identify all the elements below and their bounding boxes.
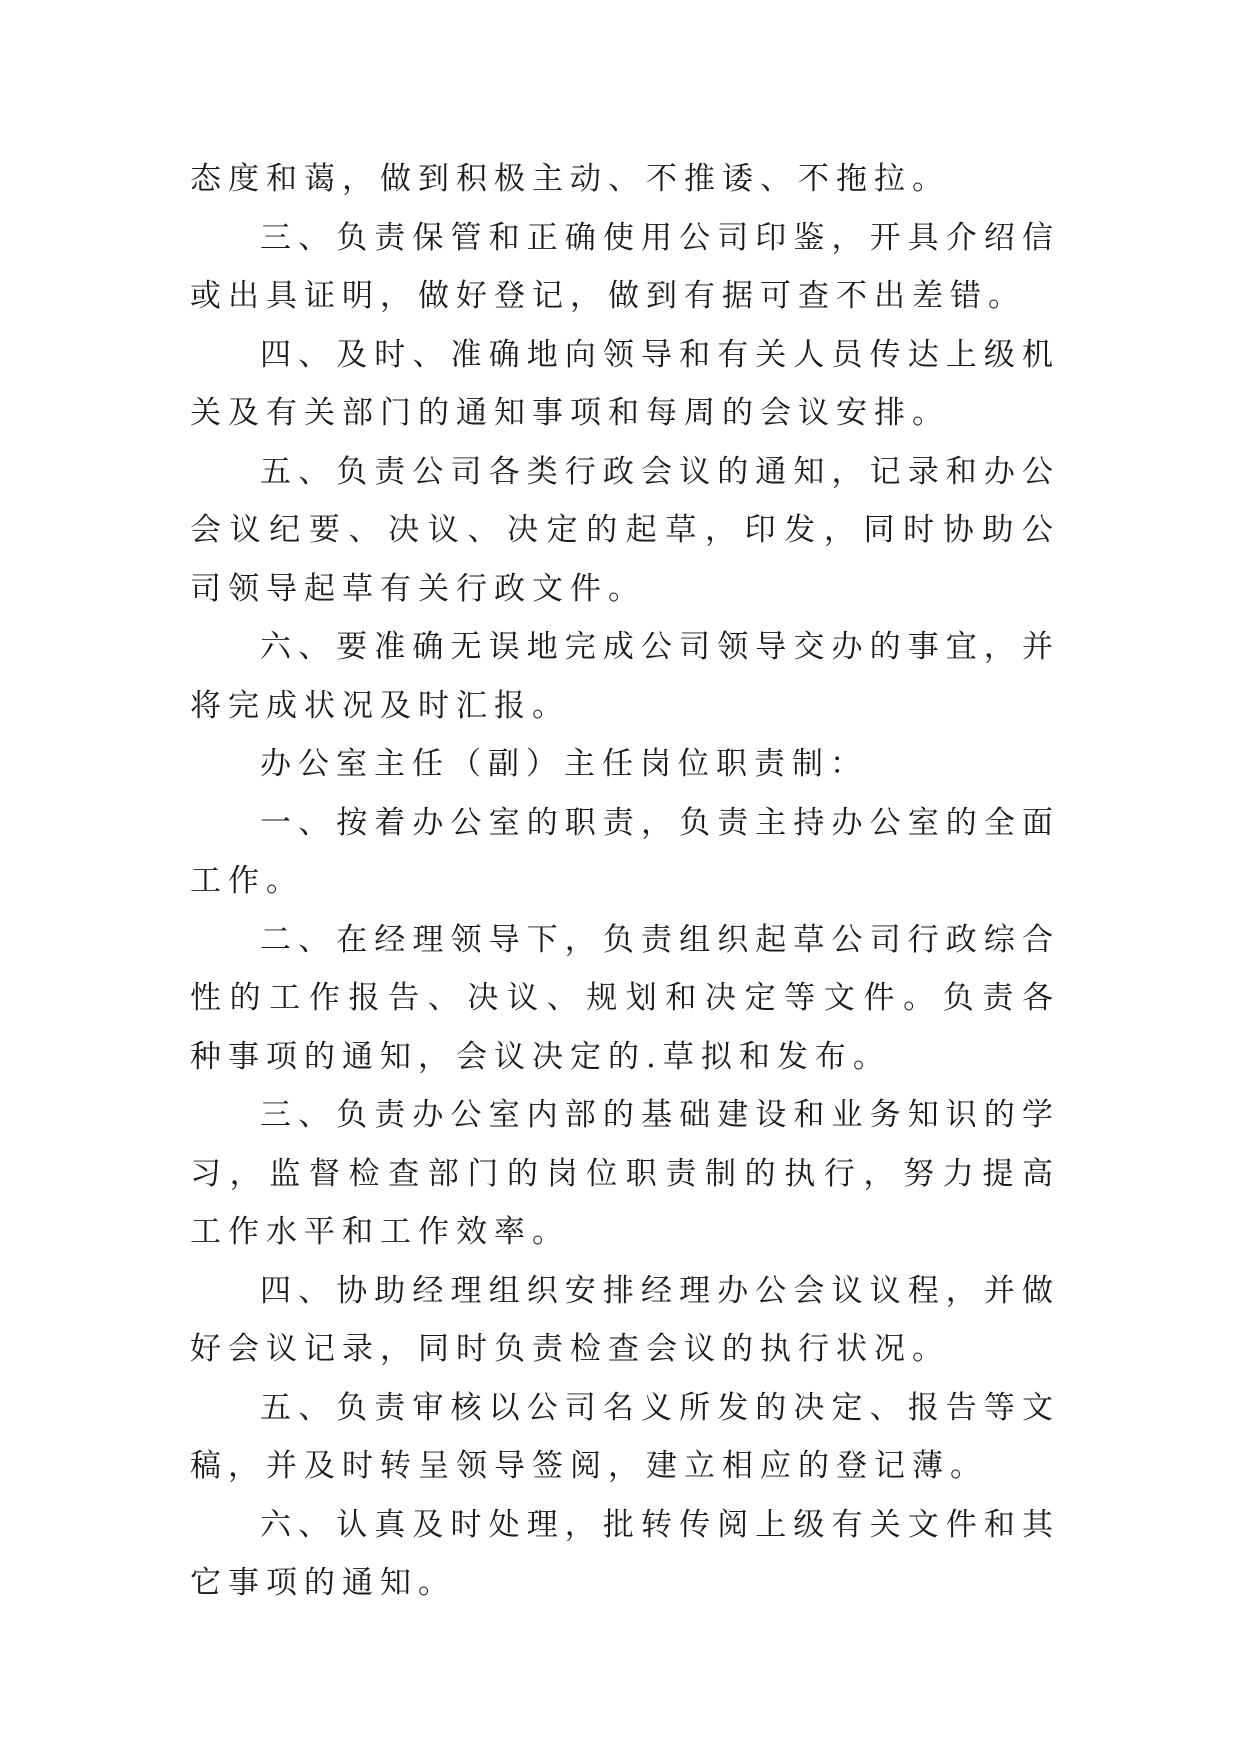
paragraph-director-duty-2: 二、在经理领导下，负责组织起草公司行政综合性的工作报告、决议、规划和决定等文件。负责各种事项的通知，会议决定的.草拟和发布。 (190, 921, 1060, 1075)
paragraph-director-duty-4: 四、协助经理组织安排经理办公会议议程，并做好会议记录，同时负责检查会议的执行状况。 (190, 1272, 1060, 1367)
section-heading-director: 办公室主任（副）主任岗位职责制： (260, 746, 868, 782)
paragraph-duty-4: 四、及时、准确地向领导和有关人员传达上级机关及有关部门的通知事项和每周的会议安排。 (190, 336, 1060, 431)
paragraph-director-duty-1: 一、按着办公室的职责，负责主持办公室的全面工作。 (190, 804, 1060, 899)
paragraph-director-duty-6: 六、认真及时处理，批转传阅上级有关文件和其它事项的通知。 (190, 1506, 1060, 1601)
paragraph-duty-3: 三、负责保管和正确使用公司印鉴，开具介绍信或出具证明，做好登记，做到有据可查不出差错。 (190, 219, 1060, 314)
paragraph-duty-6: 六、要准确无误地完成公司领导交办的事宜，并将完成状况及时汇报。 (190, 629, 1060, 724)
paragraph-duty-5: 五、负责公司各类行政会议的通知，记录和办公会议纪要、决议、决定的起草，印发，同时协助公司领导起草有关行政文件。 (190, 453, 1060, 607)
document-page (190, 150, 1060, 1613)
paragraph-director-duty-5: 五、负责审核以公司名义所发的决定、报告等文稿，并及时转呈领导签阅，建立相应的登记薄。 (190, 1389, 1060, 1484)
paragraph-director-duty-3: 三、负责办公室内部的基础建设和业务知识的学习，监督检查部门的岗位职责制的执行，努力提高工作水平和工作效率。 (190, 1097, 1060, 1250)
paragraph-continuation: 态度和蔼，做到积极主动、不推诿、不拖拉。 (190, 161, 950, 197)
